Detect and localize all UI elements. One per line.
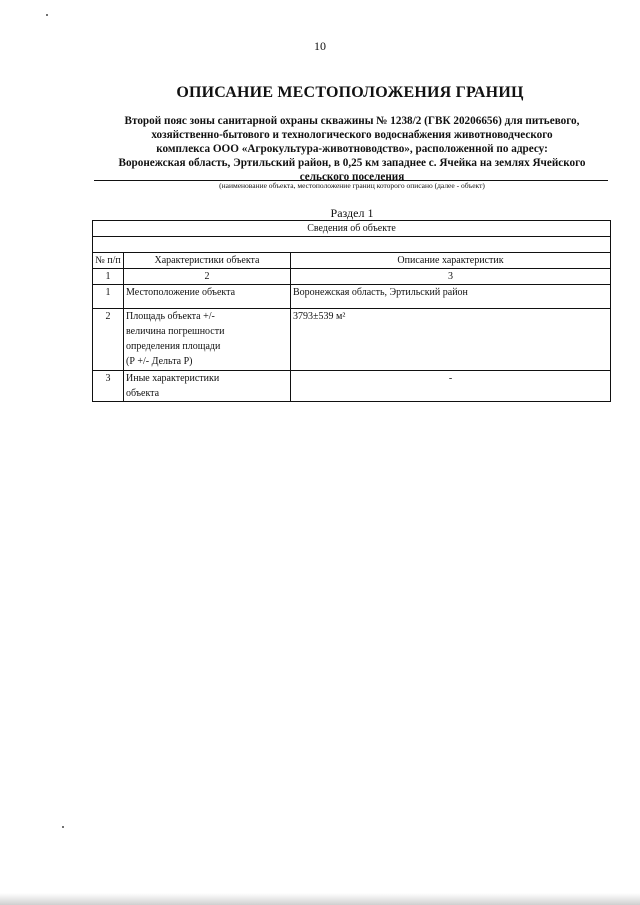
row-number: 3	[93, 371, 124, 402]
object-description-line: сельского поселения	[299, 171, 405, 183]
column-number-cell: 3	[291, 269, 611, 285]
table-spacer-row	[93, 237, 611, 253]
section-title: Раздел 1	[330, 206, 374, 220]
row-number: 1	[93, 285, 124, 309]
column-number-cell: 2	[124, 269, 291, 285]
characteristic-cell	[124, 371, 291, 402]
description-cell: -	[291, 371, 611, 402]
column-header-characteristic: Характеристики объекта	[124, 253, 291, 269]
characteristic-line: (Р +/- Дельта Р)	[126, 356, 193, 367]
table-header: Сведения об объекте	[93, 221, 611, 237]
object-description-line: Второй пояс зоны санитарной охраны скважины № 1238/2 (ГВК 20206656) для питьевого,	[124, 115, 580, 127]
object-description-line: хозяйственно-бытового и технологического водоснабжения животноводческого	[151, 129, 553, 141]
column-header-description: Описание характеристик	[291, 253, 611, 269]
characteristic-cell	[124, 309, 291, 371]
scan-edge-shadow	[0, 893, 640, 905]
scan-speck	[46, 14, 48, 16]
row-number: 2	[93, 309, 124, 371]
table-row	[93, 309, 611, 371]
object-description	[96, 114, 608, 184]
description-cell: 3793±539 м²	[291, 309, 611, 371]
page-number: 10	[314, 39, 326, 53]
column-number-cell: 1	[93, 269, 124, 285]
object-description-line: Воронежская область, Эртильский район, в 0,25 км западнее с. Ячейка на землях Ячейского	[118, 157, 586, 169]
object-description-line: комплекса ООО «Агрокультура-животноводство», расположенной по адресу:	[156, 143, 548, 155]
scan-speck	[62, 826, 64, 828]
characteristic-line: величина погрешности	[126, 326, 225, 337]
characteristic-cell	[124, 285, 291, 309]
description-cell: Воронежская область, Эртильский район	[291, 285, 611, 309]
table-row	[93, 285, 611, 309]
column-header-number: № п/п	[93, 253, 124, 269]
object-info-table	[92, 220, 611, 402]
characteristic-line: объекта	[126, 388, 160, 399]
characteristic-line: Площадь объекта +/-	[126, 311, 215, 322]
characteristic-line: Иные характеристики	[126, 373, 220, 384]
document-title: ОПИСАНИЕ МЕСТОПОЛОЖЕНИЯ ГРАНИЦ	[176, 84, 524, 101]
table-row	[93, 371, 611, 402]
characteristic-line: Местоположение объекта	[126, 287, 236, 298]
characteristic-line: определения площади	[126, 341, 221, 352]
object-caption: (наименование объекта, местоположение границ которого описано (далее - объект)	[219, 181, 485, 190]
